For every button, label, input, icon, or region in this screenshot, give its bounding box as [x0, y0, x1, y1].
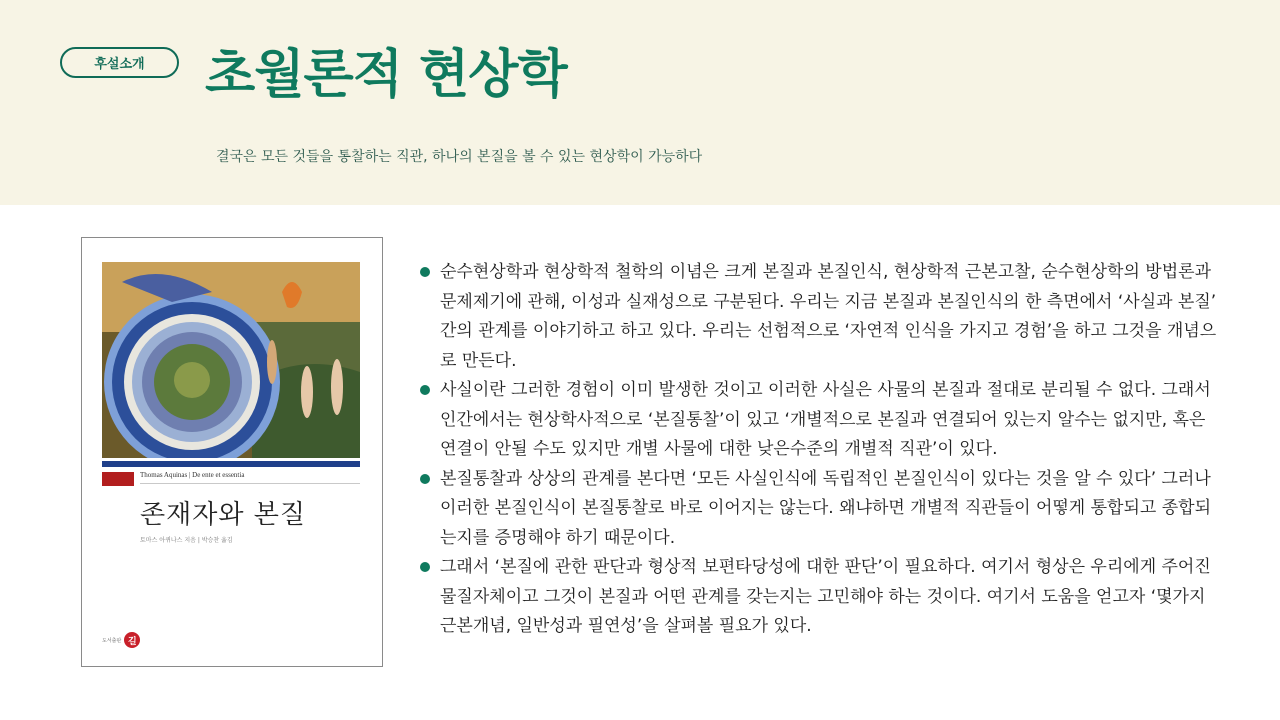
book-cover-image — [81, 237, 383, 667]
header-band — [0, 0, 1280, 205]
bullet-dot-icon — [420, 267, 430, 277]
book-latin-title: Thomas Aquinas | De ente et essentia — [140, 471, 245, 479]
publisher-logo: 길 — [124, 632, 140, 648]
bullet-dot-icon — [420, 562, 430, 572]
bullet-text: 순수현상학과 현상학적 철학의 이념은 크게 본질과 본질인식, 현상학적 근본고찰, 순수현상학의 방법론과 문제제기에 관해, 이성과 실재성으로 구분된다. 우리는 지금 본질과 본질인식의 한 측면에서 ‘사실과 본질’ 간의 관계를 이야기하고 하고 있다. 우리는 선험적으로 ‘자연적 인식을 가지고 경험’을 하고 그것을 개념으로 만든다. — [440, 262, 1217, 371]
bullet-dot-icon — [420, 385, 430, 395]
bullet-text: 사실이란 그러한 경험이 이미 발생한 것이고 이러한 사실은 사물의 본질과 절대로 분리될 수 없다. 그래서 인간에서는 현상학사적으로 ‘본질통찰’이 있고 ‘개별적으로 본질과 연결되어 있는지 알수는 없지만, 혹은 연결이 안될 수도 있지만 개별 사물에 대한 낮은수준의 개별적 직관’이 있다. — [440, 380, 1211, 459]
bullet-item — [420, 376, 1220, 465]
bullet-item — [420, 553, 1220, 642]
page-subtitle: 결국은 모든 것들을 통찰하는 직관, 하나의 본질을 볼 수 있는 현상학이 가능하다 — [216, 149, 703, 165]
bullet-list — [420, 258, 1220, 642]
cover-divider — [140, 483, 360, 484]
cover-painting — [102, 262, 360, 458]
bullet-item — [420, 465, 1220, 554]
publisher-name: 도서출판 — [102, 637, 122, 644]
book-title: 존재자와 본질 — [140, 500, 306, 530]
bullet-dot-icon — [420, 474, 430, 484]
series-label-underline — [102, 482, 134, 486]
page-title: 초월론적 현상학 — [205, 45, 567, 105]
book-author: 토마스 아퀴나스 지음 | 박승찬 옮김 — [140, 537, 233, 544]
cover-stripe — [102, 461, 360, 467]
bullet-item — [420, 258, 1220, 376]
bullet-text: 본질통찰과 상상의 관계를 본다면 ‘모든 사실인식에 독립적인 본질인식이 있다는 것을 알 수 있다’ 그러나 이러한 본질인식이 본질통찰로 바로 이어지는 않는다. 왜냐하면 개별적 직관들이 어떻게 통합되고 종합되는지를 증명해야 하기 때문이다. — [440, 468, 1211, 548]
category-badge: 후설소개 — [60, 47, 179, 78]
publisher-mark — [102, 632, 140, 648]
bullet-text: 그래서 ‘본질에 관한 판단과 형상적 보편타당성에 대한 판단’이 필요하다. 여기서 형상은 우리에게 주어진 물질자체이고 그것이 본질과 어떤 관계를 갖는지는 고민해야 하는 것이다. 여기서 도움을 얻고자 ‘몇가지 근본개념, 일반성과 필연성’을 살펴볼 필요가 있다. — [440, 557, 1211, 636]
